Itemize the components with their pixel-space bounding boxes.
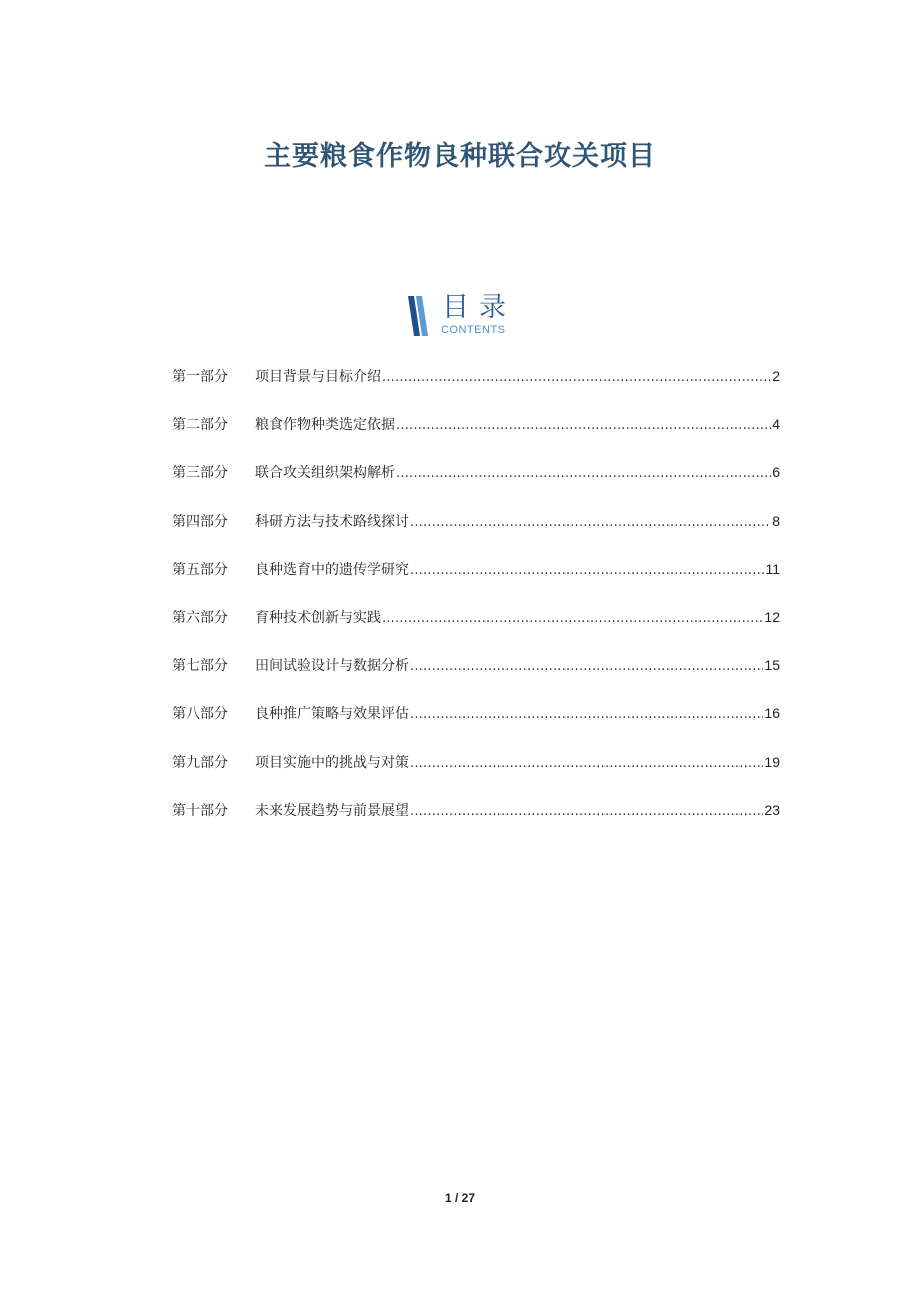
toc-leader-dots (410, 756, 763, 771)
toc-leader-dots (396, 418, 771, 433)
toc-leader-dots (382, 370, 771, 385)
toc-subtitle: CONTENTS (441, 324, 506, 336)
toc-entry-part: 第三部分 (172, 465, 228, 482)
toc-entry-title: 未来发展趋势与前景展望 (255, 802, 409, 819)
toc-entry-part: 第七部分 (172, 658, 228, 675)
toc-entry-page: 4 (772, 416, 780, 433)
toc-entry-part: 第二部分 (172, 417, 228, 434)
toc-entry-page: 16 (764, 705, 780, 722)
toc-entry-part: 第十部分 (172, 802, 228, 819)
toc-entry-page: 2 (772, 368, 780, 384)
toc-entry-page: 15 (764, 657, 780, 674)
toc-leader-dots (410, 804, 763, 819)
toc-leader-dots (396, 466, 771, 481)
toc-entry-page: 8 (772, 512, 780, 529)
toc-entry-part: 第六部分 (172, 609, 228, 626)
toc-entry-title: 联合攻关组织架构解析 (255, 465, 395, 482)
toc-entry[interactable] (172, 607, 780, 655)
toc-leader-dots (410, 707, 763, 722)
toc-entry-title: 粮食作物种类选定依据 (255, 417, 395, 434)
toc-heading (408, 292, 528, 342)
toc-entry-title: 育种技术创新与实践 (255, 609, 381, 626)
toc-list (172, 366, 780, 848)
toc-leader-dots (410, 563, 764, 578)
toc-entry[interactable] (172, 414, 780, 462)
document-title: 主要粮食作物良种联合攻关项目 (264, 141, 656, 173)
toc-entry-title: 项目背景与目标介绍 (255, 369, 381, 385)
toc-entry-part: 第四部分 (172, 513, 228, 530)
toc-entry[interactable] (172, 655, 780, 703)
toc-entry[interactable] (172, 462, 780, 510)
toc-entry[interactable] (172, 752, 780, 800)
toc-entry[interactable] (172, 559, 780, 607)
toc-entry-page: 12 (764, 608, 780, 625)
toc-title: 目录 (442, 292, 516, 323)
toc-entry-title: 田间试验设计与数据分析 (255, 658, 409, 675)
toc-entry[interactable] (172, 800, 780, 848)
toc-entry-page: 19 (764, 753, 780, 770)
toc-entry-part: 第五部分 (172, 561, 228, 578)
toc-entry-page: 6 (772, 464, 780, 481)
toc-entry-part: 第一部分 (172, 369, 228, 385)
toc-leader-dots (410, 659, 763, 674)
toc-entry[interactable] (172, 703, 780, 751)
toc-entry-page: 23 (764, 801, 780, 818)
toc-leader-dots (410, 515, 771, 530)
toc-entry[interactable] (172, 366, 780, 414)
toc-entry-title: 良种推广策略与效果评估 (255, 706, 409, 723)
toc-entry-part: 第九部分 (172, 754, 228, 771)
toc-entry-part: 第八部分 (172, 706, 228, 723)
toc-leader-dots (382, 611, 763, 626)
toc-entry-title: 科研方法与技术路线探讨 (255, 513, 409, 530)
toc-entry[interactable] (172, 511, 780, 559)
page-number: 1 / 27 (444, 1191, 476, 1205)
toc-entry-page: 11 (765, 560, 780, 577)
toc-entry-title: 良种选育中的遗传学研究 (255, 561, 409, 578)
toc-entry-title: 项目实施中的挑战与对策 (255, 754, 409, 771)
toc-decoration-icon (408, 296, 430, 336)
